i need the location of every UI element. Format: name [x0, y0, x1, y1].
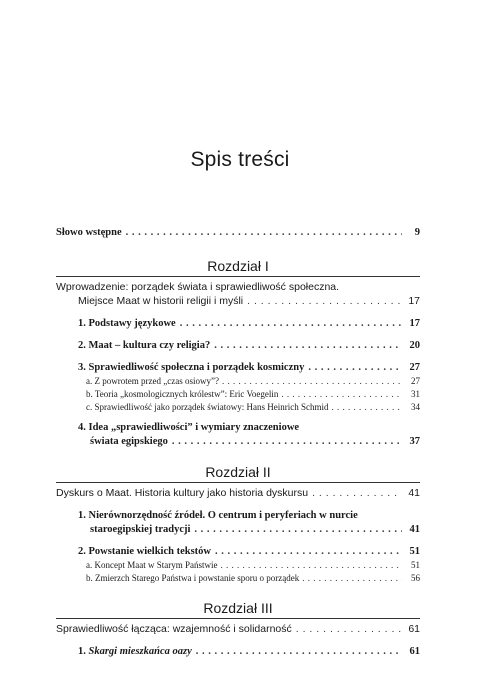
chapter-title-1: Rozdział I: [207, 258, 269, 274]
toc-entry-title: Słowo wstępne: [56, 227, 122, 238]
toc-entry-title: 1. Podstawy językowe: [78, 318, 176, 329]
page-number: 27: [409, 362, 420, 373]
toc-entry-subsection[interactable]: [56, 572, 420, 585]
toc-entry-title: 3. Sprawiedliwość społeczna i porządek kosmiczny: [78, 362, 305, 373]
page-number: 20: [409, 340, 420, 351]
dot-leader: [222, 375, 402, 388]
toc-entry-title: Skargi mieszkańca oazy: [88, 646, 192, 657]
toc-entry-section[interactable]: [56, 421, 420, 449]
toc-entry-section[interactable]: [56, 645, 420, 659]
toc-entry-title: Sprawiedliwość łącząca: wzajemność i solidarność: [56, 623, 292, 635]
toc-entry-title-line: 4. Idea „sprawiedliwości” i wymiary znaczeniowe: [78, 422, 300, 433]
dot-leader: [172, 435, 402, 449]
dot-leader: [247, 294, 402, 308]
toc-entry-title-line: staroegipskiej tradycji: [90, 524, 191, 535]
toc-entry-subsection[interactable]: [56, 559, 420, 572]
toc-entry-preface[interactable]: [56, 226, 420, 240]
toc-entry-section[interactable]: [56, 317, 420, 331]
page-number: 41: [409, 524, 420, 535]
dot-leader: [215, 545, 402, 559]
page-title: Spis treści: [190, 148, 290, 171]
toc-entry-subsection[interactable]: [56, 375, 420, 388]
dot-leader: [331, 401, 402, 414]
dot-leader: [196, 645, 402, 659]
chapter-rule: [56, 276, 420, 277]
page-number: 51: [409, 546, 420, 557]
toc-entry-title-line: Miejsce Maat w historii religii i myśli: [78, 295, 244, 307]
table-of-contents: [56, 226, 420, 659]
page-number: 41: [408, 487, 420, 499]
dot-leader: [281, 388, 402, 401]
toc-entry-title-line: świata egipskiego: [90, 436, 168, 447]
chapter-rule: [56, 482, 420, 483]
dot-leader: [220, 559, 402, 572]
toc-entry-title-line: Wprowadzenie: porządek świata i sprawiedliwość społeczna.: [56, 281, 340, 293]
dot-leader: [312, 486, 402, 500]
toc-entry-title-line: 1. Nierównorzędność źródeł. O centrum i peryferiach w nurcie: [78, 510, 358, 521]
toc-entry-section[interactable]: [56, 339, 420, 353]
page-number: 56: [411, 573, 420, 583]
toc-entry-title: b. Zmierzch Starego Państwa i powstanie sporu o porządek: [86, 573, 300, 583]
toc-entry-title: b. Teoria „kosmologicznych królestw”: Eric Voegelin: [86, 389, 279, 399]
toc-entry-title: 2. Powstanie wielkich tekstów: [78, 546, 211, 557]
page-number: 61: [409, 646, 420, 657]
chapter-rule: [56, 618, 420, 619]
toc-entry-section[interactable]: [56, 509, 420, 537]
page-number: 17: [409, 318, 420, 329]
chapter-title-2: Rozdział II: [205, 464, 271, 480]
page-number: 9: [414, 227, 420, 238]
dot-leader: [302, 572, 402, 585]
dot-leader: [308, 361, 402, 375]
toc-entry-title: 2. Maat – kultura czy religia?: [78, 340, 211, 351]
dot-leader: [296, 622, 402, 636]
chapter-title-3: Rozdział III: [203, 600, 273, 616]
page-number: 51: [411, 560, 420, 570]
toc-entry-title: Dyskurs o Maat. Historia kultury jako historia dyskursu: [56, 487, 309, 499]
page-number: 31: [411, 389, 420, 399]
toc-entry-title: c. Sprawiedliwość jako porządek światowy: Hans Heinrich Schmid: [86, 402, 329, 412]
toc-entry-subsection[interactable]: [56, 401, 420, 414]
dot-leader: [194, 523, 402, 537]
toc-entry-title: a. Z powrotem przed „czas osiowy”?: [86, 376, 219, 386]
toc-entry-chapter1-intro[interactable]: [56, 280, 420, 308]
page-number: 61: [408, 623, 420, 635]
dot-leader: [214, 339, 402, 353]
page-number: 34: [411, 402, 420, 412]
toc-entry-subsection[interactable]: [56, 388, 420, 401]
toc-entry-section[interactable]: [56, 361, 420, 375]
page-number: 37: [409, 436, 420, 447]
toc-entry-chapter2-intro[interactable]: [56, 486, 420, 500]
toc-entry-title: a. Koncept Maat w Starym Państwie: [86, 560, 218, 570]
toc-entry-section[interactable]: [56, 545, 420, 559]
dot-leader: [180, 317, 402, 331]
page-number: 27: [411, 376, 420, 386]
page-number: 17: [408, 295, 420, 307]
dot-leader: [126, 226, 402, 240]
section-number: 1.: [78, 646, 86, 657]
toc-entry-chapter3-intro[interactable]: [56, 622, 420, 636]
